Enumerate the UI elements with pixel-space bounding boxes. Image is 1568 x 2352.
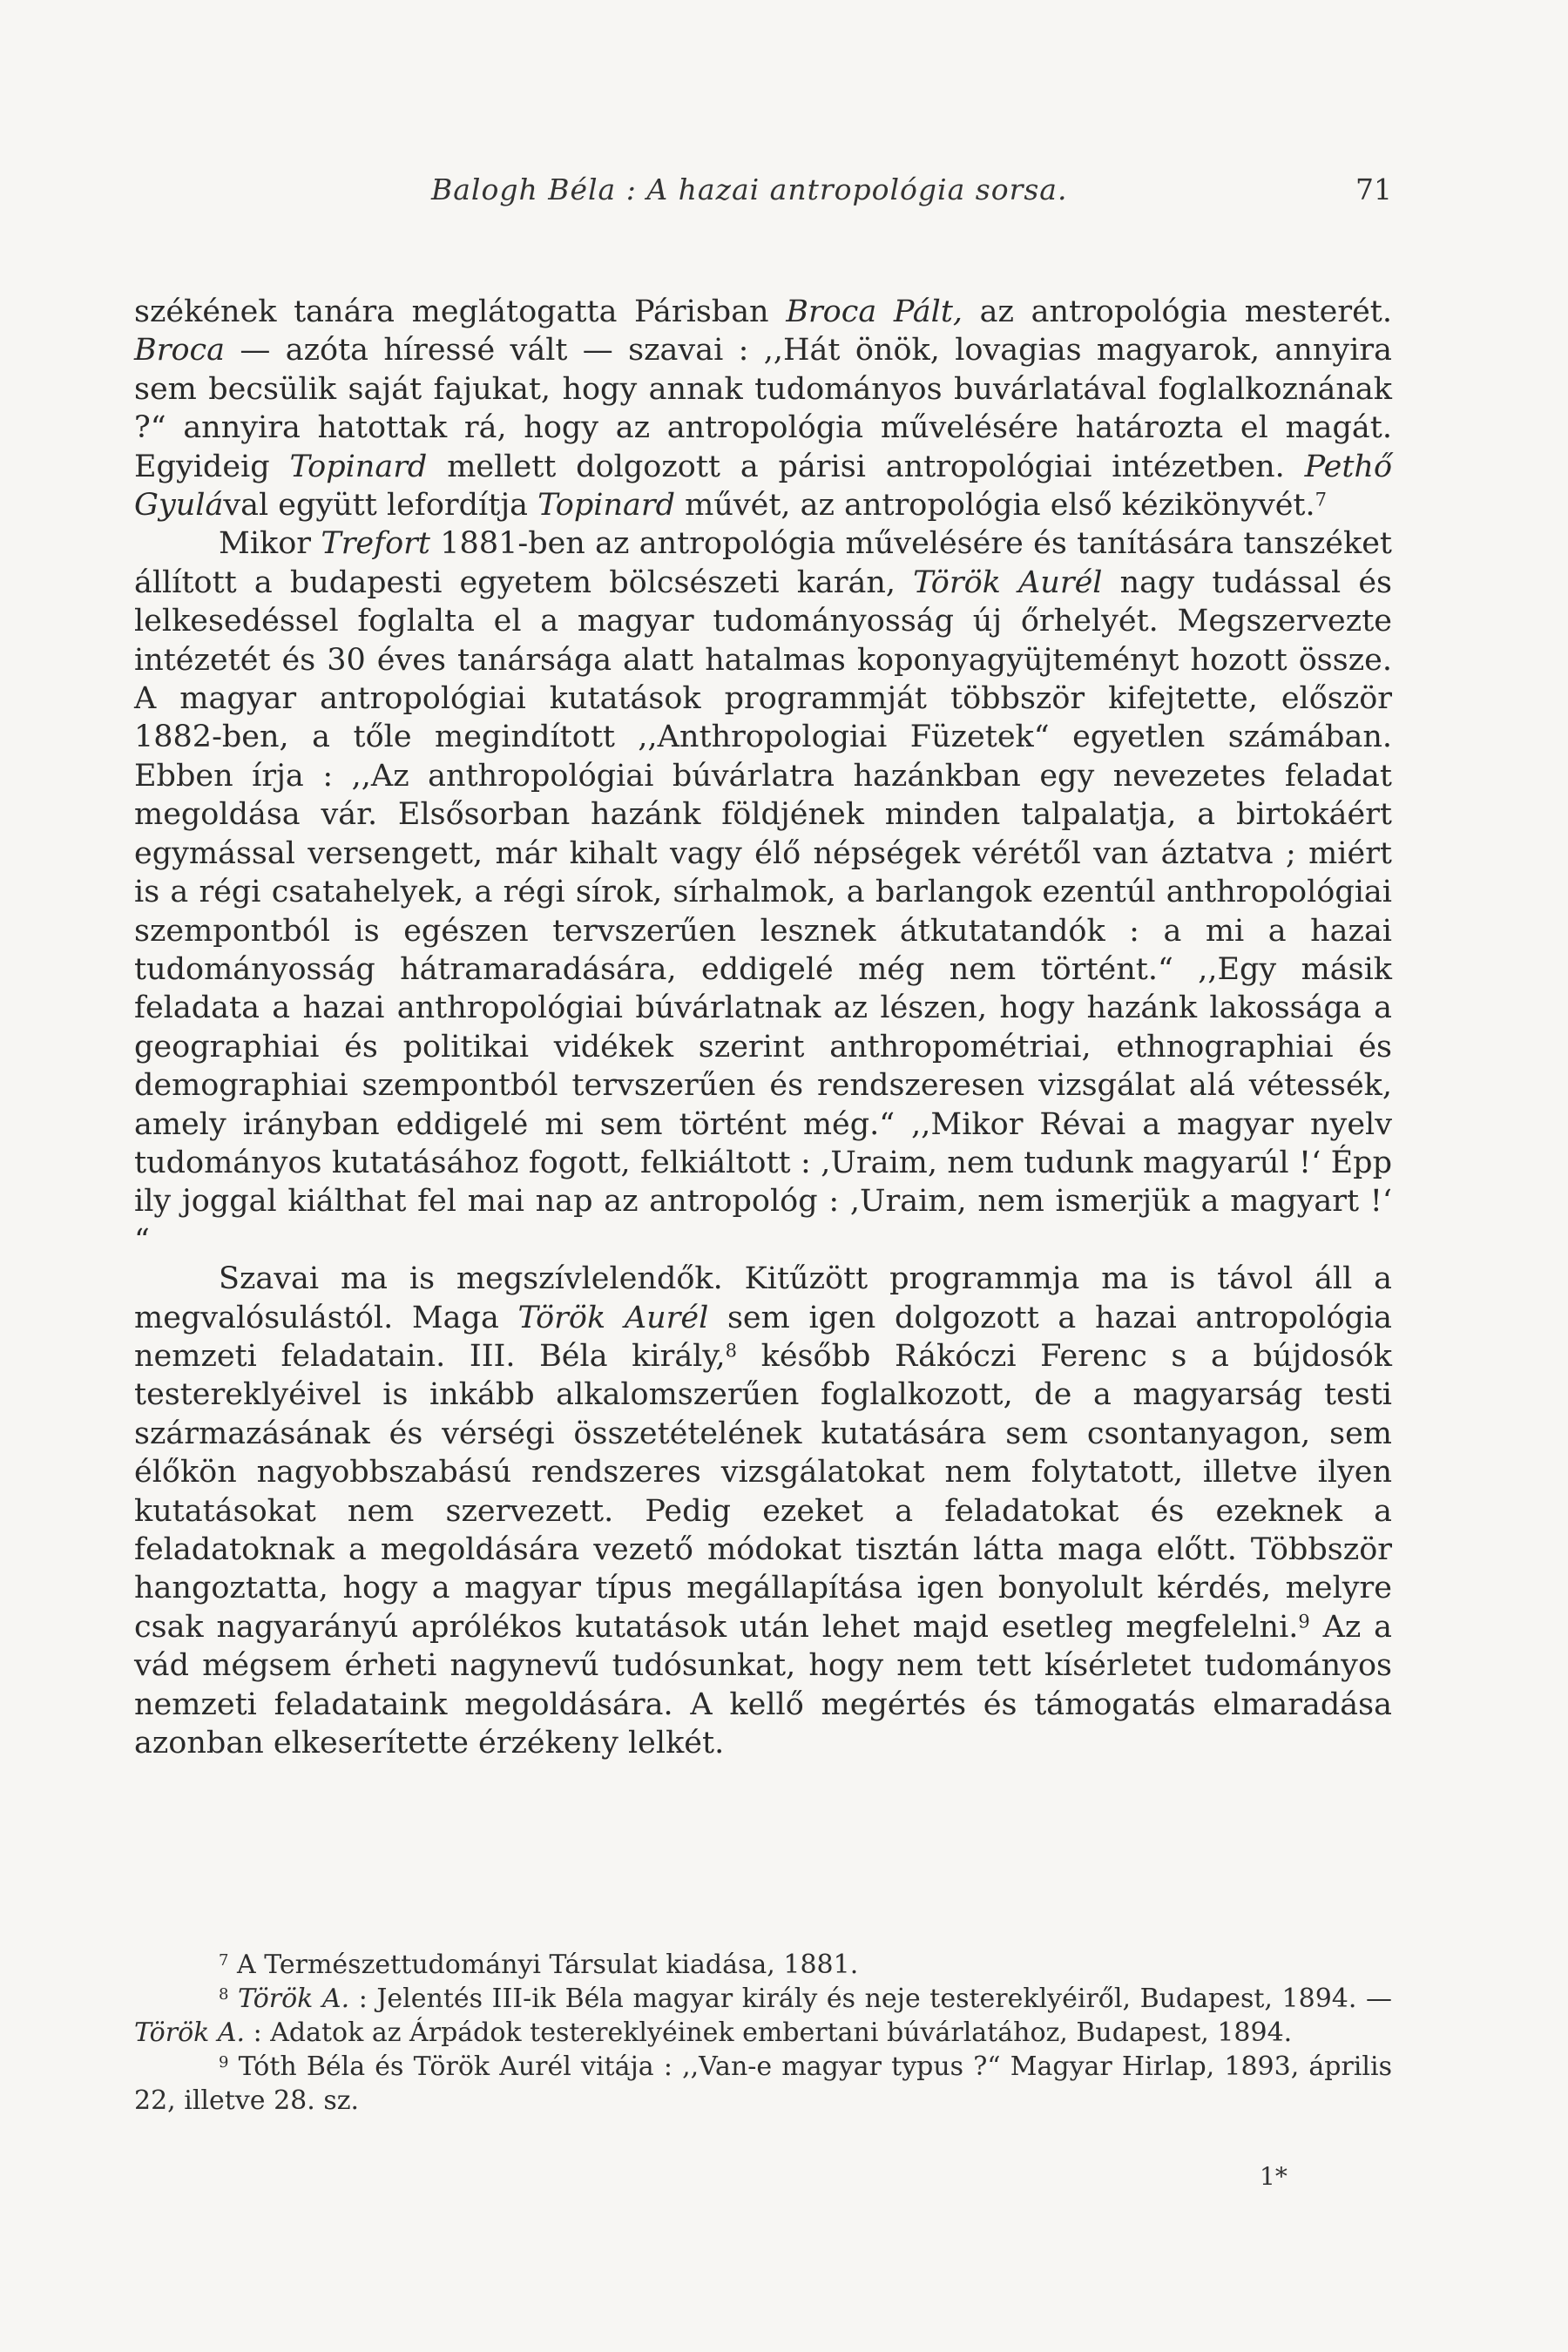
text-run: mellett dolgozott a párisi antropológiai intézetben. bbox=[427, 449, 1305, 484]
paragraph-1 bbox=[134, 293, 1392, 524]
page-number: 71 bbox=[1355, 172, 1392, 206]
italic-name: Broca bbox=[134, 333, 225, 368]
footnote-ref-7[interactable]: 7 bbox=[1315, 489, 1327, 510]
printer-signature: 1* bbox=[1260, 2162, 1288, 2191]
italic-name: Topinard bbox=[289, 449, 428, 484]
footnote-text: A Természettudományi Társulat kiadása, 1881. bbox=[228, 1950, 859, 1980]
text-run: az antropológia mesterét. bbox=[963, 294, 1392, 329]
running-head-title: Balogh Béla : A hazai antropológia sorsa. bbox=[431, 172, 1068, 206]
footnote-9 bbox=[134, 2050, 1392, 2118]
footnote-marker: 7 bbox=[219, 1951, 229, 1970]
text-run: székének tanára meglátogatta Párisban bbox=[134, 294, 787, 329]
italic-name: Török Aurél bbox=[913, 564, 1103, 600]
text-run: nagy tudással és lelkesedéssel foglalta el a magyar tudományosság új őrhelyét. Megszervezte intézetét és 30 éves tanársága alatt hatalmas koponyagyüjteményt hozott össze. A magyar antropológiai kutatások programmját többször kifejtette, először 1882-ben, a tőle megindított ,,Anthropologiai Füzetek“ egyetlen számában. Ebben írja : ,,Az anthropológiai búvárlatra hazánkban egy nevezetes feladat megoldása vár. Elsősorban hazánk földjének minden talpalatja, a birtokáért egymással versengett, már kihalt vagy élő népségek vérétől van áztatva ; miért is a régi csatahelyek, a régi sírok, sírhalmok, a barlangok ezentúl anthropológiai szempontból is egészen tervszerűen lesznek átkutatandók : a mi a hazai tudományosság hátramaradására, eddigelé még nem történt.“ ,,Egy másik feladata a hazai anthropológiai búvárlatnak az lészen, hogy hazánk lakossága a geographiai és politikai vidékek szerint anthropométriai, ethnographiai és demographiai szempontból tervszerűen és rendszeresen vizsgálat alá vétessék, amely irányban eddigelé mi sem történt még.“ ,,Mikor Révai a magyar nyelv tudományos kutatásához fogott, felkiáltott : ,Uraim, nem tudunk magyarúl !‘ Épp ily joggal kiálthat fel mai nap az antropológ : ,Uraim, nem ismerjük a magyart !‘ “ bbox=[134, 564, 1393, 1258]
italic-name: Török A. bbox=[238, 1984, 350, 2014]
italic-name: Topinard bbox=[537, 488, 676, 524]
footnote-text: : Jelentés III-ik Béla magyar király és neje testereklyéiről, Budapest, 1894. — bbox=[349, 1984, 1392, 2014]
text-run: Mikor bbox=[219, 526, 321, 562]
footnote-marker: 9 bbox=[219, 2053, 229, 2072]
text-run: sem igen dolgozott a hazai antropológia nemzeti feladatain. III. Béla király, bbox=[134, 1300, 1392, 1374]
footnote-text: : Adatok az Árpádok testereklyéinek embertani búvárlatához, Budapest, 1894. bbox=[245, 2017, 1293, 2048]
italic-name: Pethő Gyulá bbox=[134, 449, 1393, 524]
paragraph-2 bbox=[134, 524, 1392, 1260]
footnote-7 bbox=[134, 1948, 1392, 1982]
footnotes bbox=[134, 1948, 1392, 2118]
footnote-marker: 8 bbox=[219, 1985, 229, 2004]
running-head bbox=[131, 172, 1392, 216]
italic-name: Török A. bbox=[134, 2017, 246, 2048]
paragraph-3 bbox=[134, 1260, 1392, 1762]
footnote-8 bbox=[134, 1982, 1392, 2050]
italic-name: Török Aurél bbox=[517, 1300, 709, 1335]
text-run: később Rákóczi Ferenc s a bújdosók testereklyéivel is inkább alkalomszerűen foglalkozott, de a magyarság testi származásának és vérségi összetételének kutatására sem csontanyagon, sem élőkön nagyobbszabású rendszeres vizsgálatokat nem folytatott, illetve ilyen kutatásokat nem szervezett. Pedig ezeket a feladatokat és ezeknek a feladatoknak a megoldására vezető módokat tisztán látta maga előtt. Többször hangoztatta, hogy a magyar típus megállapítása igen bonyolult kérdés, melyre csak nagyarányú aprólékos kutatások után lehet majd esetleg megfelelni. bbox=[134, 1338, 1392, 1645]
footnote-text: Tóth Béla és Török Aurél vitája : ,,Van-e magyar typus ?“ Magyar Hirlap, 1893, április 22, illetve 28. sz. bbox=[134, 2051, 1392, 2116]
footnote-text bbox=[228, 1984, 238, 2014]
text-run: 1881-ben az antropológia művelésére és tanítására tanszéket állított a budapesti egyetem bölcsészeti karán, bbox=[134, 526, 1392, 600]
footnote-ref-8[interactable]: 8 bbox=[725, 1340, 738, 1362]
text-run: Szavai ma is megszívlelendők. Kitűzött programmja ma is távol áll a megvalósulástól. Maga bbox=[134, 1261, 1392, 1335]
text-run: — azóta híressé vált — szavai : ,,Hát önök, lovagias magyarok, annyira sem becsülik saját fajukat, hogy annak tudományos buvárlatával foglalkoznának ?“ annyira hatottak rá, hogy az antropológia művelésére határozta el magát. Egyideig bbox=[134, 333, 1392, 484]
text-run: Az a vád mégsem érheti nagynevű tudósunkat, hogy nem tett kísérletet tudományos nemzeti feladataink megoldására. A kellő megértés és támogatás elmaradása azonban elkeserítette érzékeny lelkét. bbox=[134, 1609, 1392, 1761]
italic-name: Broca Pált, bbox=[786, 294, 963, 329]
text-run: művét, az antropológia első kézikönyvét. bbox=[675, 488, 1315, 524]
body-text bbox=[134, 293, 1392, 1762]
text-run: val együtt lefordítja bbox=[223, 488, 538, 524]
footnote-ref-9[interactable]: 9 bbox=[1298, 1611, 1310, 1632]
italic-name: Trefort bbox=[321, 526, 430, 562]
